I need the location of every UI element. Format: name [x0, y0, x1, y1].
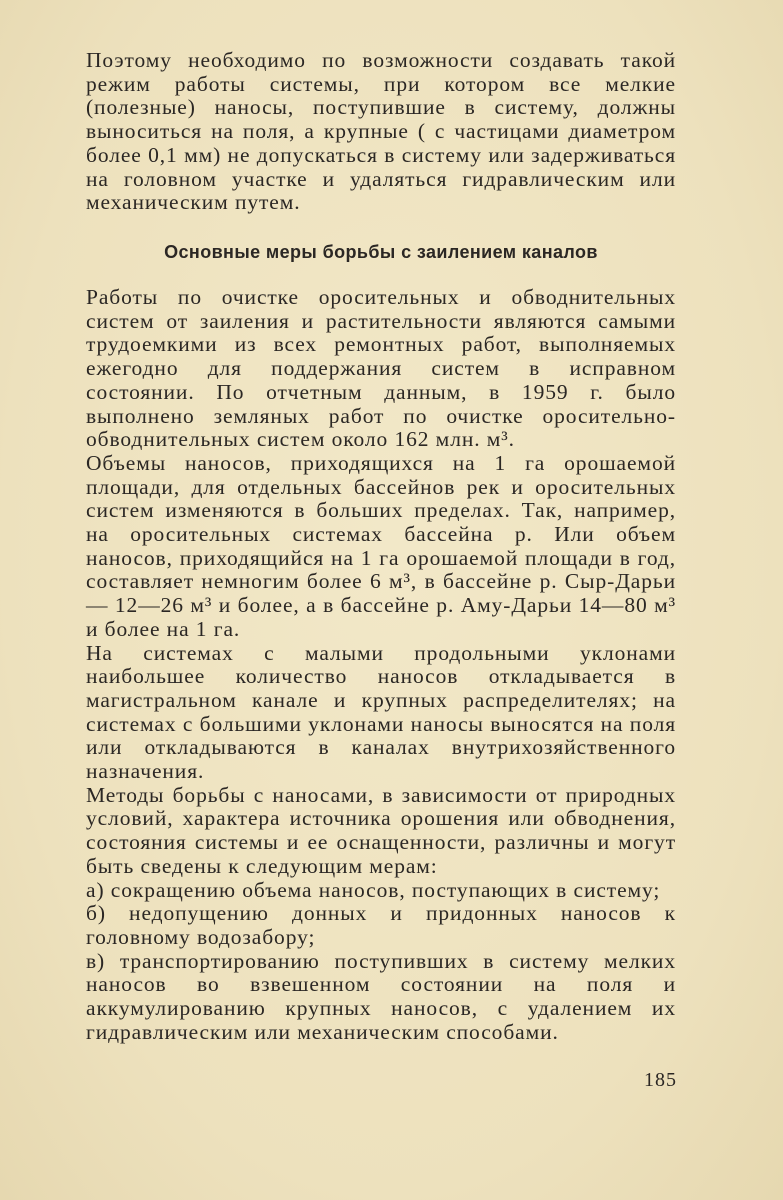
paragraph-methods: Методы борьбы с наносами, в зависимости от природных условий, характера источника орошения или обводнения, состояния системы и ее оснащенности, различны и могут быть сведены к следующим мерам: [86, 782, 676, 878]
list-item-b: б) недопущению донных и придонных наносов к головному водозабору; [86, 901, 676, 949]
intro-paragraph: Поэтому необходимо по возможности создавать такой режим работы системы, при котором все мелкие (полезные) наносы, поступившие в систему, должны выноситься на поля, а крупные ( с частицами диаметром более 0,1 мм) не допускаться в систему или задерживаться на головном участке и удаляться гидравлическим или механическим путем. [86, 48, 676, 215]
page-number: 185 [644, 1069, 677, 1091]
list-item-a: а) сокращению объема наносов, поступающих в систему; [86, 877, 661, 902]
intro-paragraph-block [86, 49, 676, 215]
paragraph-sediment-volumes: Объемы наносов, приходящихся на 1 га орошаемой площади, для отдельных бассейнов рек и оросительных систем изменяются в больших пределах. Так, например, на оросительных системах бассейна р. Или объем наносов, приходящийся на 1 га орошаемой площади в год, составляет немногим более 6 м³, в бассейне р. Сыр-Дарьи — 12—26 м³ и более, а в бассейне р. Аму-Дарьи 14—80 м³ и более на 1 га. [86, 450, 676, 641]
list-item-c: в) транспортированию поступивших в систему мелких наносов во взвешенном состоянии на поля и аккумулированию крупных наносов, с удалением их гидравлическим или механическим способами. [86, 948, 676, 1044]
body-text [86, 286, 676, 1045]
section-heading: Основные меры борьбы с заилением каналов [164, 242, 598, 262]
paragraph-slopes: На системах с малыми продольными уклонами наибольшее количество наносов откладывается в магистральном канале и крупных распределителях; на системах с большими уклонами наносы выносятся на поля или откладываются в каналах внутрихозяйственного назначения. [86, 640, 676, 784]
paragraph-cleaning-works: Работы по очистке оросительных и обводнительных систем от заиления и растительности являются самыми трудоемкими из всех ремонтных работ, выполняемых ежегодно для поддержания систем в исправном состоянии. По отчетным данным, в 1959 г. было выполнено земляных работ по очистке оросительно-обводнительных систем около 162 млн. м³. [86, 285, 676, 452]
